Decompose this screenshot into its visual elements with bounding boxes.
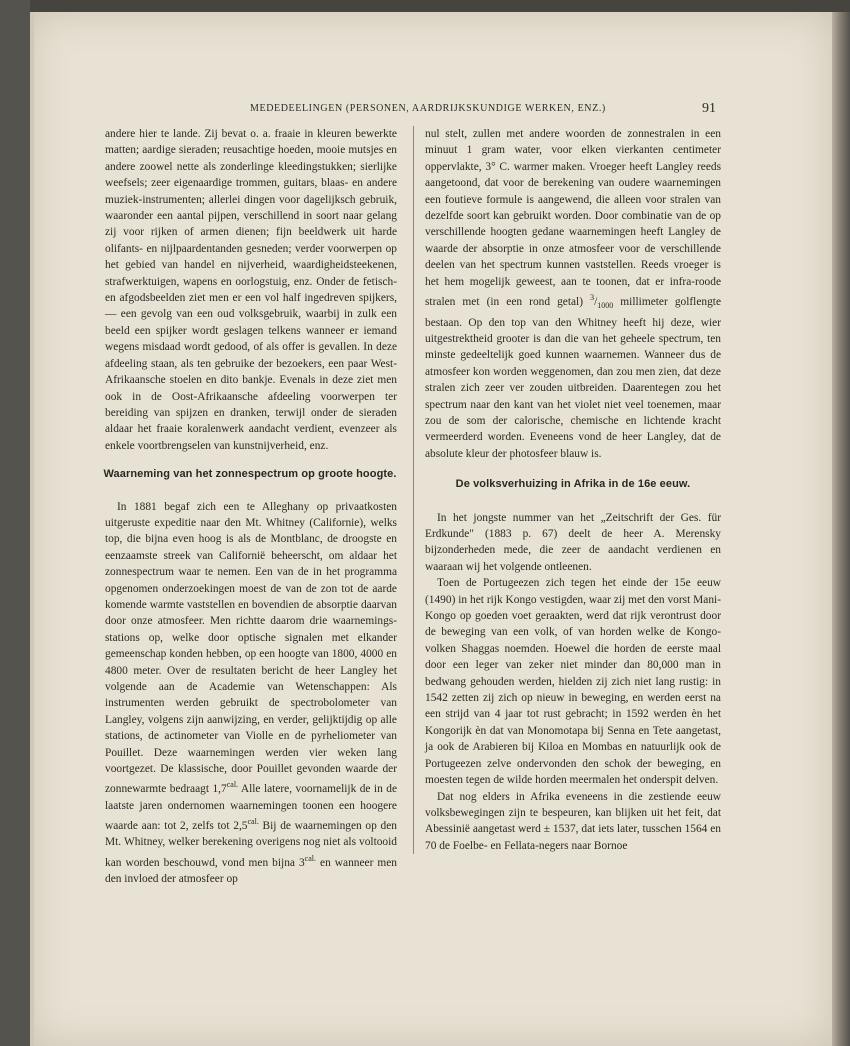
paragraph-abessinie: Dat nog elders in Afrika eveneens in die zestiende eeuw volksbewegingen zijn te bespeuren, kan blijken uit het feit, dat Abessinië aangetast werd ± 1537, dat iets later, tusschen 1564 en 70 de Foelbe- en Fellata-negers naar Bornoe [425, 790, 721, 852]
paragraph-portugeezen: Toen de Portugeezen zich tegen het einde der 15e eeuw (1490) in het rijk Kongo vestigden, waar zij met den vorst Mani-Kongo op goeden voet geraakten, werd dat rijk verontrust door de beweging van een volk, of van horden welke de Kongo-volken Shaggas noemden. Hoewel die horden de eerste maal door een leger van zeker niet minder dan 80,000 man in bedwang gehouden werden, hielden zij zich niet lang rustig: in 1542 zetten zij zich op nieuw in beweging, en werden eerst na een strijd van 4 jaar tot rust gebracht; in 1592 werden èn het Kongorijk èn dat van Monomotapa bij Senna en Tete aangetast, ja ook de Arabieren bij Kiloa en Mombas en natuurlijk ook de Portugeezen zelve ondervonden den schok der beweging, en moesten tegen de wilde horden meermalen het onderspit delven. [425, 577, 721, 787]
paragraph-spectrum [105, 499, 397, 888]
scan-left-border [0, 0, 30, 1046]
text-run: millimeter golflengte bestaan. Op den top van den Whitney heeft hij deze, wier uitgestrektheid grooter is dan die van het geheele spectrum, ten minste gedeeltelijk goed kunnen waarnemen. Wanneer dus de atmosfeer kon worden weggenomen, dan zou men zien, dat deze stralen zich zeer ver zouden uitbreiden. Daarentegen zou het spectrum naar den kant van het violet niet veel toenemen, maar zou de som der calorische, chemische en lichtende kracht vermeerderd worden. Eveneens vond de heer Langley, dat de absolute kleur der photosfeer blauw is. [425, 295, 721, 460]
paragraph-merensky: In het jongste nummer van het „Zeitschrift der Ges. für Erdkunde" (1883 p. 67) deelt de heer A. Merensky bijzonderheden mede, die zeer de aandacht verdienen en waaraan wij het volgende ontleenen. [425, 511, 721, 573]
fraction-denominator: 1000 [597, 301, 614, 311]
text-run: Alle latere, voornamelijk de in de laatste jaren ondernomen waarnemingen toonen een hoogere waarde aan: tot 2, zelfs tot 2,5 [105, 783, 397, 832]
section-heading-spectrum: Waarneming van het zonnespectrum op groote hoogte. [103, 468, 397, 481]
page-number: 91 [702, 101, 716, 116]
page-gutter [30, 12, 34, 1046]
right-column [425, 126, 721, 854]
paragraph-langley: nul stelt, zullen met andere woorden de zonnestralen in een minuut 1 gram water, voor elken vierkanten centimeter oppervlakte, 3° C. warmer maken. Vroeger heeft Langley reeds aangetoond, dat voor de berekening van oudere waarnemingen een foutieve formule is aangewend, die alleen voor stralen van dezelfde soort kan gebruikt worden. Door combinatie van de op verschillende hoogten gedane waarnemingen heeft Langley de waarde der absorptie in onze atmosfeer voor de verschillende deelen van het spectrum kunnen vaststellen. Reeds vroeger is het hem mogelijk geweest, aan te toonen, dat er infra-roode stralen met (in een rond getal) $^3/_{1000}$ millimeter golflengte bestaan. Op den top van den Whitney heeft hij deze, wier uitgestrektheid grooter is dan die van het geheele spectrum, ten minste gedeeltelijk goed kunnen waarnemen. Wanneer dus de atmosfeer kon worden weggenomen, dan zou men zien, dat deze stralen zich zeer ver zouden uitbreiden. Daarentegen zou het spectrum naar den kant van het violet niet veel toenemen, maar zou de som der calorische, chemische en lichtende kracht vermeerderd worden. Eveneens vond de heer Langley, dat de absolute kleur der photosfeer blauw is. [425, 128, 721, 460]
text-run: Bij de waarnemingen op den Mt. Whitney, welker berekening overigens nog niet als voltooid kan worden beschouwd, vond men bijna 3 [105, 819, 397, 869]
unit-superscript: cal. [226, 780, 239, 790]
fraction-numerator: 3 [590, 293, 595, 303]
running-head: MEDEDEELINGEN (PERSONEN, AARDRIJKSKUNDIGE WERKEN, ENZ.) [250, 103, 606, 114]
unit-superscript: cal. [304, 853, 316, 863]
section-heading-migration: De volksverhuizing in Afrika in de 16e eeuw. [455, 478, 691, 491]
text-run: nul stelt, zullen met andere woorden de zonnestralen in een minuut 1 gram water, voor elken vierkanten centimeter oppervlakte, 3° C. warmer maken. Vroeger heeft Langley reeds aangetoond, dat voor de berekening van oudere waarnemingen een foutieve formule is aangewend, die alleen voor stralen van dezelfde soort kan gebruikt worden. Door combinatie van de op verschillende hoogten gedane waarnemingen heeft Langley de waarde der absorptie in onze atmosfeer voor de verschillende deelen van het spectrum kunnen vaststellen. Reeds vroeger is het hem mogelijk geweest, aan te toonen, dat er infra-roode stralen met (in een rond getal) [425, 128, 721, 308]
column-divider [413, 126, 414, 854]
text-run: en wanneer men den invloed der atmosfeer op [105, 856, 397, 885]
page-right-edge [832, 12, 850, 1046]
text-run: In 1881 begaf zich een te Alleghany op privaatkosten uitgeruste expeditie naar den Mt. Whitney (Californie), welks top, die bijna even hoog is als de Montblanc, de droogste en eenzaamste streek van Californië beheerscht, om aldaar het zonnespectrum waar te nemen. Een van de in het programma opgenomen onderzoekingen moest de van de zon tot de aarde komende warmte vaststellen en bovendien de absorptie daarvan door onze atmosfeer. Men richtte daarom drie waarnemings-stations op, welke door optische signalen met elkander gemeenschap konden hebben, op een hoogte van 1800, 4000 en 4800 meter. Over de resultaten bericht de heer Langley het volgende aan de Academie van Wetenschappen: Als instrumenten werden gebruikt de spectrobolometer van Langley, volgens zijn aanwijzing, en verder, gelijktijdig op alle stations, de actinometer van Violle en de pyrheliometer van Pouillet. Deze waarnemingen werden vier weken lang voortgezet. De klassische, door Pouillet gevonden waarde der zonnewarmte bedraagt 1,7 [105, 500, 397, 796]
left-column [105, 126, 397, 887]
scan-top-border [0, 0, 850, 12]
unit-superscript: cal. [247, 817, 259, 827]
paragraph-exhibition: andere hier te lande. Zij bevat o. a. fraaie in kleuren bewerkte matten; aardige sieraden; reusachtige hoeden, mooie mutsjes en andere zoowel nette als zonderlinge kleedingstukken; sierlijke weefsels; zeer eigenaardige trommen, guitars, blaas- en andere muziek-instrumenten; allerlei dingen voor dagelijksch gebruik, waaronder een aantal pijpen, verschillend in soort naar gelang zij voor rijken of armen dienen; fijn beeldwerk uit harde olifants- en nijlpaardentanden gesneden; verder voorwerpen op het gebied van handel en nijverheid, waardigheidsteekenen, strafwerktuigen, wapens en oorlogstuig, enz. Onder de fetisch- en afgodsbeelden ziet men er een vol half ingedreven spijkers, — een gevolg van een oud volksgebruik, waarbij in zulk een beeld een spijker wordt geslagen telkens wanneer er iemand wegens misdaad wordt gedood, of als offer is gevallen. In deze afdeeling staan, als ten gebruike der bezoekers, een paar West-Afrikaansche stoelen en dito bankje. Evenals in deze ziet men ook in de Oost-Afrikaansche afdeeling voorwerpen ter bereiding van spijzen en dranken, terwijl onder de sieraden aldaar het fraaie koralenwerk aandacht verdient, evenzeer als enkele voortbrengselen van kunstnijverheid, enz. [105, 128, 397, 452]
